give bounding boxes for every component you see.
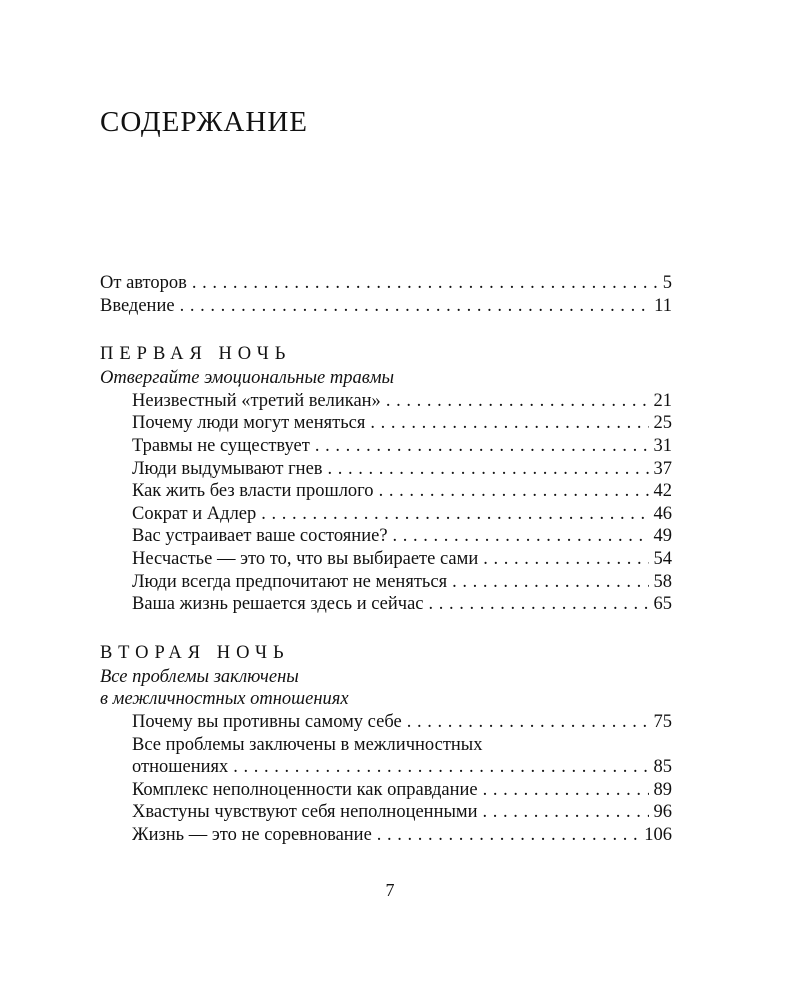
- toc-entry-page: 42: [653, 481, 672, 502]
- toc-entry-label: Вас устраивает ваше состояние?: [132, 526, 388, 547]
- toc-entry-label: Сократ и Адлер: [132, 503, 257, 524]
- toc-entry: [100, 503, 672, 526]
- toc-entry-page: 54: [653, 548, 672, 569]
- toc-entry-authors: [100, 272, 672, 295]
- table-of-contents: [100, 272, 672, 846]
- leader-dots: [379, 480, 649, 503]
- toc-entry-page: 31: [653, 435, 672, 456]
- part-subtitle-line-1: Все проблемы заключены: [100, 666, 299, 687]
- toc-entry: [100, 756, 672, 779]
- toc-entry-page: 58: [653, 571, 672, 592]
- toc-entry: [100, 711, 672, 734]
- toc-entry-label: Как жить без власти прошлого: [132, 481, 374, 502]
- part-title-second-night: ВТОРАЯ НОЧЬ: [100, 642, 290, 663]
- toc-entry-label: Комплекс неполноценности как оправдание: [132, 779, 478, 800]
- toc-entry-page: 65: [653, 594, 672, 615]
- page-number: 7: [385, 880, 395, 900]
- toc-entry: [100, 390, 672, 413]
- leader-dots: [370, 412, 648, 435]
- toc-entry-label: отношениях: [132, 757, 229, 778]
- toc-entry-page: 37: [653, 458, 672, 479]
- toc-entry: [100, 779, 672, 802]
- toc-entry-label: Ваша жизнь решается здесь и сейчас: [132, 594, 424, 615]
- page-title: СОДЕРЖАНИЕ: [100, 106, 308, 138]
- part-title-first-night: ПЕРВАЯ НОЧЬ: [100, 344, 292, 365]
- toc-entry-label: От авторов: [100, 273, 187, 293]
- toc-entry-page: 96: [653, 802, 672, 823]
- toc-entry-label: Хвастуны чувствуют себя неполноценными: [132, 802, 478, 823]
- toc-entry-label: Введение: [100, 295, 175, 316]
- toc-entry: [100, 435, 672, 458]
- toc-entry-page: 75: [653, 711, 672, 732]
- toc-entry-label: Люди выдумывают гнев: [132, 458, 323, 479]
- toc-entry-label: Травмы не существует: [132, 435, 310, 456]
- toc-entry-page: 49: [653, 526, 672, 547]
- leader-dots: [180, 295, 650, 318]
- leader-dots: [328, 458, 649, 481]
- leader-dots: [483, 548, 648, 571]
- toc-entry-page: 89: [653, 779, 672, 800]
- leader-dots: [429, 593, 649, 616]
- leader-dots: [377, 824, 639, 847]
- leader-dots: [483, 801, 649, 824]
- toc-entry-page: 106: [644, 824, 672, 845]
- toc-entry: [100, 548, 672, 571]
- toc-entry-introduction: [100, 295, 672, 318]
- toc-entry-page: 85: [653, 757, 672, 778]
- toc-entry-page: 25: [653, 413, 672, 434]
- toc-entry-label: Почему люди могут меняться: [132, 413, 366, 434]
- leader-dots: [315, 435, 649, 458]
- leader-dots: [483, 779, 649, 802]
- toc-entry-page: 21: [653, 390, 672, 411]
- toc-entry-label: Несчастье — это то, что вы выбираете сами: [132, 548, 479, 569]
- toc-entry: [100, 571, 672, 594]
- toc-entry-label: Люди всегда предпочитают не меняться: [132, 571, 448, 592]
- toc-entry-page: 11: [654, 295, 672, 316]
- toc-entry-label: Все проблемы заключены в межличностных: [132, 734, 483, 755]
- toc-entry-page: 46: [653, 503, 672, 524]
- leader-dots: [192, 272, 658, 295]
- leader-dots: [261, 503, 648, 526]
- toc-entry: [100, 801, 672, 824]
- toc-entry: [100, 525, 672, 548]
- toc-entry: [100, 593, 672, 616]
- toc-entry-label: Почему вы противны самому себе: [132, 711, 402, 732]
- leader-dots: [407, 711, 649, 734]
- leader-dots: [393, 525, 649, 548]
- leader-dots: [233, 756, 648, 779]
- toc-entry: [100, 480, 672, 503]
- part-subtitle: Отвергайте эмоциональные травмы: [100, 368, 395, 389]
- toc-entry-label: Жизнь — это не соревнование: [132, 824, 372, 845]
- part-subtitle-line-2: в межличностных отношениях: [100, 689, 349, 710]
- leader-dots: [452, 571, 648, 594]
- toc-entry-page: 5: [662, 273, 672, 293]
- toc-entry: [100, 458, 672, 481]
- toc-entry: [100, 412, 672, 435]
- leader-dots: [386, 390, 649, 413]
- toc-entry: [100, 824, 672, 847]
- toc-entry-label: Неизвестный «третий великан»: [132, 390, 381, 411]
- toc-entry-first-line: [100, 734, 672, 757]
